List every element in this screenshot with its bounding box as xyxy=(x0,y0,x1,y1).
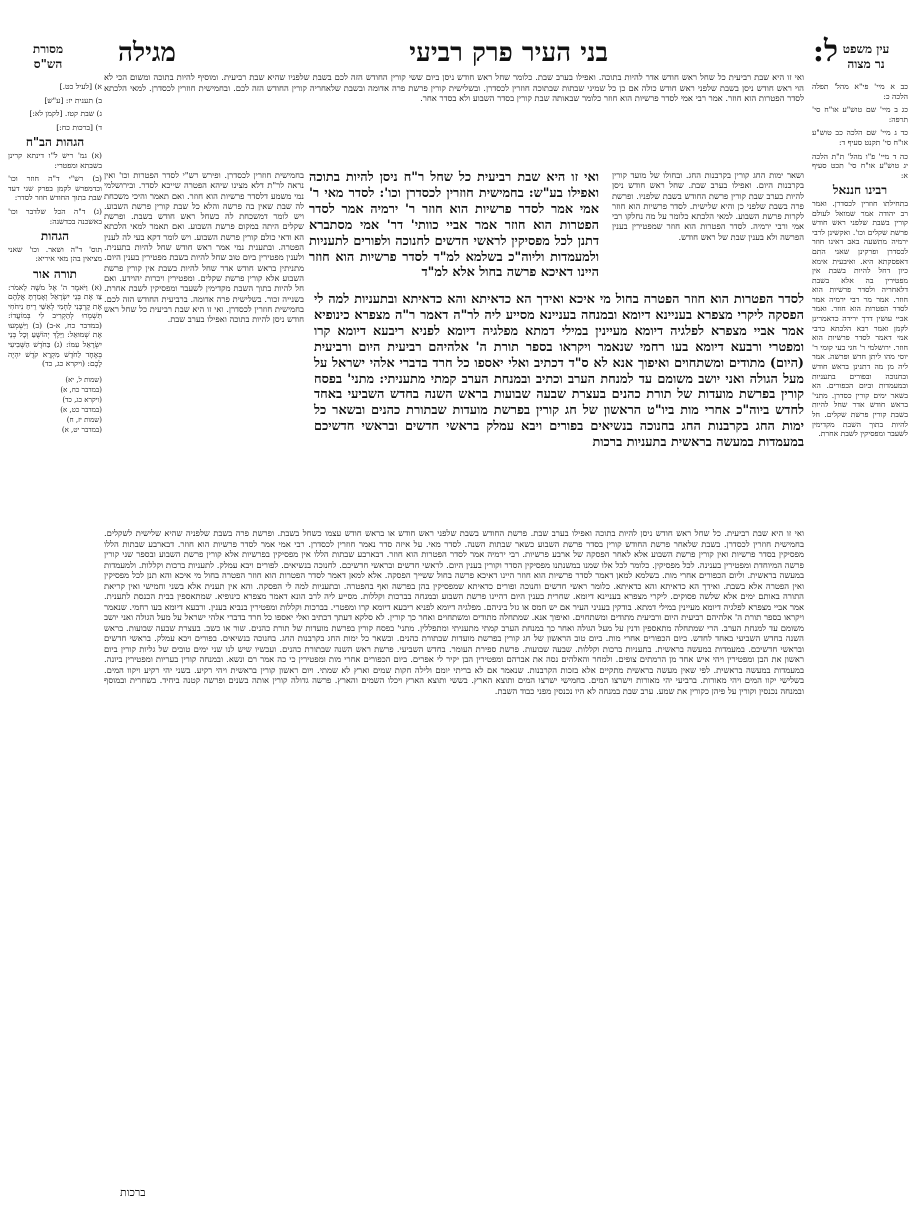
masoret-entry: א) [לעיל כט.] xyxy=(59,82,102,91)
gemara-text-top: ואי זו היא שבת רביעית כל שחל ר"ח ניסן להיות בתוכה ואפילו בע"ש: בחמישית חוזרין לכסדרן וכו': לסדר מאי ר' אמי אמר לסדר פרשיות הוא חוזר ר' ירמיה אמר לסדר הפטרות הוא חוזר אמר אביי כוותי' דר' אמי מסתברא דתנן לכל מפסיקין לראשי חדשים לחנוכה ולפורים לתעניות ולמעמדות וליוה"כ בשלמא למ"ד לסדר פרשיות הוא חוזר היינו דאיכא פרשה בחול אלא למ"ד xyxy=(309,170,599,281)
chapter-title: בני העיר פרק רביעי xyxy=(409,38,608,68)
torah-or-text: (א) וַיֹּאמֶר ה' אֶל מֹשֶׁה לֵאמֹר: צַו אֶת בְּנֵי יִשְׂרָאֵל וְאָמַרְתָּ אֲלֵהֶם אֶת קָרְבָּנִי לַחְמִי לְאִשַּׁי רֵיחַ נִיחֹחִי תִּשְׁמְרוּ לְהַקְרִיב לִי בְּמוֹעֲדוֹ: (במדבר כח, א-ב) (ב) וַיִּשְׁמְעוּ אֶת שְׁמוּאֵל: וַיֵּלֶךְ יְהוֹשֻׁעַ וְכָל בְּנֵי יִשְׂרָאֵל עִמּוֹ: (ג) בַּחֹדֶשׁ הַשְּׁבִיעִי בְּאֶחָד לַחֹדֶשׁ מִקְרָא קֹדֶשׁ יִהְיֶה לָכֶם: (ויקרא כג, כד) xyxy=(8,282,102,369)
catchword: ברכות xyxy=(120,1186,146,1199)
verse-ref: (שמות ל, יא) xyxy=(65,375,102,384)
tosafot-commentary: בחמישית חוזרין לכסדרן. ופירש רש"י לסדר הפטרות וכו' ואין נראה לר"ת דלא מצינו שיהא הפטרה שייכא לסדר. ובירושלמי נמי משמע דלסדר פרשיות הוא חוזר. ואם תאמר והיכי משכחת לה שבת שאין בה פרשה והלא כל שבת קורין פרשת השבוע. ויש לומר דמשכחת לה כשחל ראש חודש בשבת. ופרשת שקלים היתה במקום פרשת השבוע. ואם תאמר למאי הלכתא הא ודאי כולם קורין פרשת השבוע. ויש לומר דקא בעי לה לענין הפטרה. ובתענית נמי אמר ראש חודש שחל להיות בתענית. ולענין מפטירין ביום טוב שחל להיות בשבת מפטירין בענין היום. מתניתין בראש חודש אדר שחל להיות בשבת אין קורין פרשת השבוע אלא קורין פרשת שקלים. ומפטירין ויכרות יהוידע. ואם חל להיות בתוך השבת מקדימין לשעבר ומפסיקין לשבת אחרת. בשנייה זכור. בשלישית פרה אדומה. ברביעית החודש הזה לכם. בחמישית חוזרין לכסדרן. ואי זו היא שבת רביעית כל שחל ראש חודש ניסן להיות בתוכה ואפילו בערב שבת. xyxy=(104,170,304,325)
masoret-entry: ד) [ברכות כח:] xyxy=(56,122,102,132)
hagahot-entry: (א) גמ' ריש ל"ו דינתא קרינן בשבתא ומפטרי: xyxy=(8,150,102,170)
hagahot-entry: (ב) רש"י ד"ה חוזר וכו' וכדמפרש לקמן בפרק שני דעד שבת בתוך החודש חוזר לסדר: xyxy=(8,174,102,203)
page-number: ל: xyxy=(812,34,838,69)
verse-ref: (במדבר יט, א) xyxy=(61,425,102,434)
ein-mishpat-entry: כה ד מיי' פ"ו מהל' ת"ת הלכה יג טוש"ע או"ח סי' תכט סעיף א: xyxy=(812,151,908,180)
torah-or-title: תורה אור xyxy=(32,266,78,281)
left-margin-column xyxy=(8,82,102,602)
rashi-commentary: ושאר ימות החג קורין בקרבנות החג. ובחולו של מועד קורין בקרבנות היום. ואפילו בערב שבת. שחל ראש חודש ניסן להיות בערב שבת קורין פרשת החודש בשבת שלפניו. ופרשת פרה בשבת שלפני כן והיא שלישית. לסדר פרשיות הוא חוזר לקרות פרשת השבוע. למאי הלכתא כלומר על מה נחלקו רבי אמי ורבי ירמיה. לסדר הפטרות הוא חוזר שמפטירין בענין הפרשה ולא בענין שבת של ראש חודש. xyxy=(612,170,804,242)
ein-mishpat-entry: כד ג מיי' שם הלכה כב טוש"ע או"ח סי' תקנט סעיף ד: xyxy=(812,128,908,147)
ein-mishpat-heading: עין משפט נר מצוה xyxy=(842,42,890,71)
verse-ref: (במדבר כט, א) xyxy=(60,405,102,414)
hagahot-habach-title: הגהות הב"ח xyxy=(25,135,85,150)
main-text-block xyxy=(104,170,804,516)
tractate-title: מגילה xyxy=(118,38,176,68)
hagahot-title: הגהות xyxy=(40,229,70,244)
hagahot-text: תוס' ד"ה ושאר. וכו' שאני מציאין בהן מאי איריא: xyxy=(8,244,102,264)
rabbeinu-chananel-text: בתחילתו חוזרין לכסדרן. ואמר רב יהודה אמר שמואל לעולם קורין בשבת שלפני ראש חודש פרשת שקלים וכו'. ואקשינן לרבי ירמיה מתשעה באב דאינו חוזר לכסדרן ופרקינן שאני התם דאפסקתא היא. ואיבעית אימא כיון דחל להיות בשבת אין מפטירין בה אלא בשבת דלאחריה ולסדר פרשיות הוא חוזר. אמר מר רבי ירמיה אמר לסדר הפטרות הוא חוזר. ואמר אביי עושין דרך ירידה כדאמרינן לקמן ואמר רבא הלכתא כרבי אמי דאמר לסדר פרשיות הוא חוזר. ירושלמי ר' חגי בעי קומי ר' יוסי מהו ליתן חדש ופרשה. אמר ליה מן מה דתנינן בראש חודש ובחנוכה ובפורים בתעניות ובמעמדות וביום הכפורים. הא בשאר ימים קורין כסדרן. מתני' בראש חודש אדר שחל להיות בשבת קורין פרשת שקלים. חל להיות בתוך השבת מקדימין לשעבר ומפסיקין לשבת אחרת. xyxy=(812,198,908,439)
masoret-entry: ג) שבת קטז. [לקמן לא:] xyxy=(29,109,102,119)
page-header xyxy=(78,34,838,74)
verse-ref: (במדבר כח, א) xyxy=(60,385,102,394)
verse-ref: (ויקרא כג, כד) xyxy=(62,395,102,404)
verse-ref: (שמות יז, ח) xyxy=(66,415,102,424)
rabbeinu-chananel-title: רבינו חננאל xyxy=(832,183,888,198)
bottom-commentary: ואי זו היא שבת רביעית. כל שחל ראש חודש ניסן להיות בתוכה ואפילו בערב שבת. פרשת החודש בשבת שלפני ראש חודש או בראש חודש עצמו כשחל בשבת. ופרשת פרה בשבת שלפניה שהיא שלישית לשקלים. בחמישית חוזרין לכסדרן. בשבת שלאחר פרשת החודש קורין בסדר פרשת השבוע כשאר שבתות השנה. לסדר מאי. על איזה סדר נאמר חוזרין לכסדרן. רבי אמי אמר לסדר פרשיות הוא חוזר. דבארבע שבתות הללו מפסיקין בסדר פרשיות ואין קורין פרשת השבוע אלא לאחר הפסקה של ארבע פרשיות. רבי ירמיה אמר לסדר הפטרות הוא חוזר. דבארבע שבתות הללו אין מפסיקין בפרשיות אלא קורין פרשת השבוע ובספר שני קורין פרשה המיוחדת ומפטירין בענינה. לכל מפסיקין. כלומר לכל אלו שמנו במשנתנו מפסיקין הסדר וקורין בענין היום. לראשי חדשים ובראשי חדשיכם. לחנוכה בנשיאים. לפורים ויבא עמלק. לתעניות ברכות וקללות. ולמעמדות במעשה בראשית. וליום הכפורים אחרי מות. בשלמא למאן דאמר לסדר פרשיות הוא חוזר היינו דאיכא פרשה בחול ששייך הפסקה. אלא למאן דאמר לסדר הפטרות הוא חוזר הפטרה בחול מי איכא והא תנן לכל מפסיקין ואין הפטרה אלא בשבת. ואידך הא כדאיתא והא כדאיתא. כלומר ראשי חדשים וחנוכה ופורים כדאיתא שמפסיקין בהן בפרשה ואף בהפטרה. ובתעניות למה לי הפסקה. והא אין תענית אלא בשני וחמישי ואין קריאת התורה באותם ימים אלא שלשה פסוקים. ליקרי מצפרא בעניינא דיומא. שחרית בענין היום דהיינו פרשת השבוע ובמנחה בברכות וקללות. מסייע ליה לרב הונא דאמר מצפרא כינופיא. שמתאספין בבית הכנסת לתענית. אמר אביי מצפרא לפלגיה דיומא מעיינין במילי דמתא. בודקין בעניני העיר אם יש חמס או גזל ביניהם. מפלגיה דיומא לפניא ריבעא דיומא קרו ומפטרי. בברכות וקללות ומפטירין בנביא בענין. ורבעא דיומא בעו רחמי. שנאמר ויקראו בספר תורת ה' אלהיהם רביעית היום ורביעית מתודים ומשתחוים. ואיפוך אנא. שמתחלה מתודים ומשתחוים ואחר כך קורין. לא סלקא דעתך דכתיב ואלי יאספו כל חרד בדברי אלהי ישראל על מעל הגולה ואני יושב משומם עד למנחת הערב. הרי שמתחלה מתאספין ודנין על מעל הגולה ואחר כך במנחת הערב קמתי מתעניתי ומתפללין. מתני' בפסח קורין בפרשת מועדות של תורת כהנים. שור או כשב. בעצרת שבעה שבועות. בראש השנה בחדש השביעי באחד לחדש. ביום הכפורים אחרי מות. ביום טוב הראשון של חג קורין בפרשת מועדות שבתורת כהנים. ובשאר כל ימות החג בקרבנות החג. בחנוכה בנשיאים. בפורים ויבא עמלק. בראשי חדשים ובראשי חדשיכם. במעמדות במעשה בראשית. בתעניות ברכות וקללות. שבעה שבועות. פרשת ספירת העומר. בחדש השביעי. פרשת ראש השנה שבתורת כהנים. ועכשיו שיש לנו שני ימים טובים של גליות קורין ביום ראשון את הבן ומפטירין ויהי איש אחד מן הרמתים צופים. ולמחר והאלהים נסה את אברהם ומפטירין הבן יקיר לי אפרים. ביום הכפורים אחרי מות ומפטירין כי כה אמר רם ונשא. ובמנחה קורין בעריות ומפטירין ביונה. במעמדות במעשה בראשית. לפי שאין מעשה בראשית מתקיים אלא בזכות הקרבנות. שנאמר אם לא בריתי יומם ולילה חקות שמים וארץ לא שמתי. ויום ראשון קורין בראשית ויהי רקיע. בשני יהי רקיע ויקוו המים. בשלישי יקוו המים ויהי מאורות. ברביעי יהי מאורות וישרצו המים. בחמישי ישרצו המים ותוצא הארץ. בששי ותוצא הארץ ויכלו השמים והארץ. פרשה גדולה קורין אותה בשנים ופרשה קטנה ביחיד. בשחרית ובמוסף ובמנחה נכנסין וקורין על פיהן כקורין את שמע. ערב שבת במנחה לא היו נכנסין מפני כבוד השבת. xyxy=(104,528,804,696)
ein-mishpat-entry: כג ב מיי' שם טוש"ע או"ח סי' תרפה: xyxy=(812,105,908,124)
ein-mishpat-entry: כב א מיי' פי"א מהל' תפלה הלכה כ: xyxy=(812,82,908,101)
verse-references xyxy=(8,375,102,435)
masoret-hashas-heading: מסורת הש"ס xyxy=(32,42,64,71)
top-commentary: ואי זו היא שבת רביעית כל שחל ראש חודש אדר להיות בתוכה. ואפילו בערב שבת. כלומר שחל ראש חודש ניסן ביום ששי קורין החודש הזה לכם בשבת שלפניו שהיא שבת רביעית. ומוסיף להיות בתוכה ומשום הכי לא הוי ראש חודש ניסן בשבת שלפני ראש חודש כולה אם כן כל שמיני שבתות שבתוכה חוזרין לכסדרן. ובשלישית קורין פרשת פרה אדומה ובשבת שלאחריה קורין החודש הזה לכם. ובחמישית חוזרין לכסדרן. למאי הלכתא לסדר הפטרות הוא חוזר. אמר רבי אמי לסדר פרשיות הוא חוזר כלומר שבאותה שבת קורין בסדר השבוע ולא בסדר אחר. xyxy=(104,72,804,103)
hagahot-entry: (ג) ד"ה הכל שלדבר וכו' באשכנה בכדשנה: xyxy=(8,206,102,226)
masoret-entry: ב) תענית יז: [ע"ש] xyxy=(44,95,102,105)
gemara-text-bottom: לסדר הפטרות הוא חוזר הפטרה בחול מי איכא ואידך הא כדאיתא והא כדאיתא ובתעניות למה לי הפסקה ליקרי מצפרא בעניינא דיומא ובמנחה בעניינא מסייע ליה לר"ה דאמר ר"ה מצפרא כינופיא אמר אביי מצפרא לפלגיה דיומא מעיינין במילי דמתא מפלגיה דיומא לפניא ריבעא דיומא קרו ומפטרי ורבעא דיומא בעו רחמי שנאמר ויקראו בספר תורת ה' אלהיהם רביעית היום ורביעית (היום) מתודים ומשתחוים ואיפוך אנא לא ס"ד דכתיב ואלי יאספו כל חרד בדברי אלהי ישראל על מעל הגולה ואני יושב משומם עד למנחת הערב וכתיב ובמנחת הערב קמתי מתעניתי: מתני' בפסח קורין בפרשת מועדות של תורת כהנים בעצרת שבעה שבועות בראש השנה בחדש השביעי באחד לחדש ביוה"כ אחרי מות ביו"ט הראשון של חג קורין בפרשת מועדות שבתורת כהנים ובשאר כל ימות החג בקרבנות החג בחנוכה בנשיאים בפורים ויבא עמלק בראשי חדשים ובראשי חדשיכם במעמדות במעשה בראשית בתעניות ברכות xyxy=(314,292,804,451)
right-margin-column xyxy=(812,82,908,627)
